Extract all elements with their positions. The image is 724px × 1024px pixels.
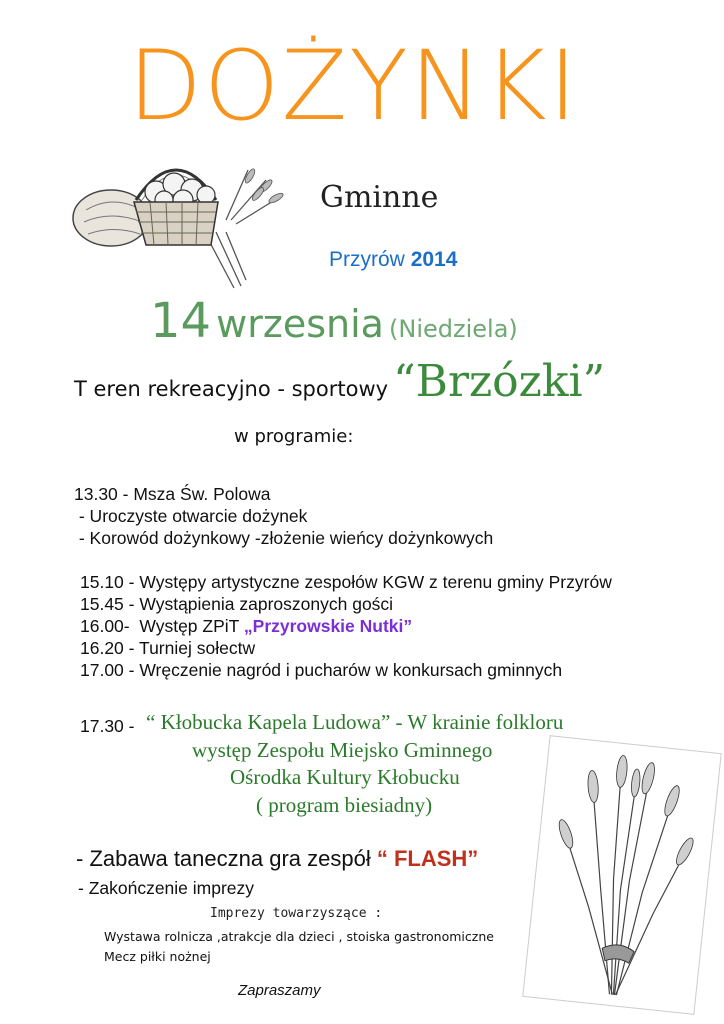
kapela-line: ( program biesiadny) — [256, 793, 433, 817]
place-year — [329, 248, 457, 272]
kapela-line: “ Kłobucka Kapela Ludowa” - W krainie folkloru — [146, 710, 564, 734]
program-item-zpit — [80, 616, 412, 637]
kapela-line: występ Zespołu Miejsko Gminnego — [192, 738, 493, 762]
program-item: 16.00- Występ ZPiT — [80, 616, 244, 636]
venue — [74, 356, 605, 407]
accompanying-item: Wystawa rolnicza ,atrakcje dla dzieci , stoiska gastronomiczne — [104, 929, 494, 944]
program-item: - Uroczyste otwarcie dożynek — [74, 506, 308, 526]
event-date — [150, 293, 518, 349]
poster-title: DOŻYNKI — [128, 30, 579, 142]
venue-name: “Brzózki” — [393, 356, 606, 407]
program-item: 17.00 - Wręczenie nagród i pucharów w konkursach gminnych — [80, 660, 563, 680]
place: Przyrów — [329, 248, 405, 271]
bread-basket-icon — [66, 140, 291, 290]
venue-prefix: T eren rekreacyjno - sportowy — [74, 377, 389, 401]
band-name: “ FLASH” — [376, 846, 479, 871]
closing-line: - Zakończenie imprezy — [78, 878, 255, 898]
program-item: - Korowód dożynkowy -złożenie wieńcy dożynkowych — [74, 528, 494, 548]
program-item: 13.30 - Msza Św. Polowa — [74, 484, 271, 504]
kapela-line: Ośrodka Kultury Kłobucku — [230, 765, 460, 789]
accompanying-heading: Imprezy towarzyszące : — [210, 906, 383, 921]
dance-prefix: - Zabawa taneczna gra zespół — [76, 846, 377, 871]
dance-line — [76, 846, 478, 872]
program-item: 16.20 - Turniej sołectw — [80, 638, 256, 658]
date-month: wrzesnia — [216, 302, 384, 346]
date-weekday: (Niedziela) — [389, 315, 518, 343]
invitation: Zapraszamy — [238, 982, 321, 999]
subtitle: Gminne — [320, 180, 439, 215]
date-day: 14 — [150, 293, 212, 349]
program-heading: w programie: — [234, 426, 354, 447]
program-item: 15.10 - Występy artystyczne zespołów KGW z terenu gminy Przyrów — [80, 572, 612, 592]
wheat-sheaf-icon — [518, 731, 724, 1018]
program-item: 15.45 - Wystąpienia zaproszonych gości — [80, 594, 394, 614]
zpit-name: „Przyrowskie Nutki” — [243, 616, 413, 636]
year: 2014 — [410, 248, 458, 271]
kapela-time: 17.30 - — [80, 716, 140, 736]
accompanying-item: Mecz piłki nożnej — [104, 949, 211, 964]
